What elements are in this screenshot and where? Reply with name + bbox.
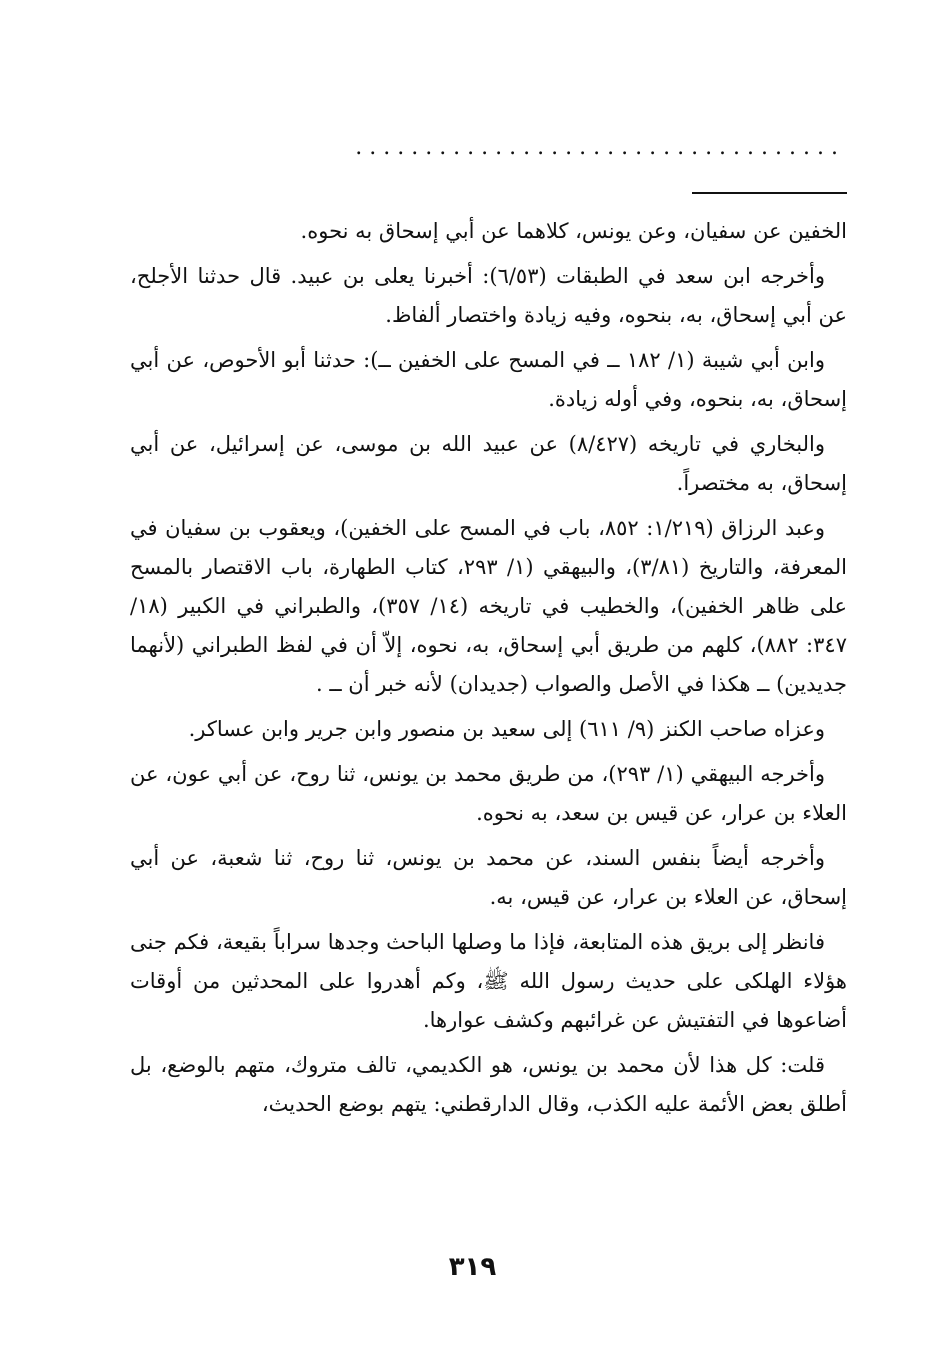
paragraph: وعبد الرزاق (١/٢١٩: ٨٥٢، باب في المسح على الخفين)، ويعقوب بن سفيان في المعرفة، والتاريخ (٣/٨١)، والبيهقي (١/ ٢٩٣، كتاب الطهارة، باب الاقتصار بالمسح على ظاهر الخفين)، والخطيب في تاريخه (١٤/ ٣٥٧)، والطبراني في الكبير (١٨/ ٣٤٧: ٨٨٢)، كلهم من طريق أبي إسحاق، به، نحوه، إلاّ أن في لفظ الطبراني (لأنهما جديدين) ــ هكذا في الأصل والصواب (جديدان) لأنه خبر أن ــ . [130,516,847,696]
paragraph: الخفين عن سفيان، وعن يونس، كلاهما عن أبي إسحاق به نحوه. [300,219,847,243]
paragraph: والبخاري في تاريخه (٨/٤٢٧) عن عبيد الله بن موسى، عن إسرائيل، عن أبي إسحاق، به مختصراً. [130,432,847,495]
paragraph: فانظر إلى بريق هذه المتابعة، فإذا ما وصلها الباحث وجدها سراباً بقيعة، فكم جنى هؤلاء الهلكى على حديث رسول الله ﷺ، وكم أهدروا على المحدثين من أوقات أضاعوها في التفتيش عن غرائبهم وكشف عوارها. [130,930,847,1032]
paragraph: وعزاه صاحب الكنز (٩/ ٦١١) إلى سعيد بن منصور وابن جرير وابن عساكر. [188,717,825,741]
footnote-separator-rule [692,192,847,194]
paragraph: قلت: كل هذا لأن محمد بن يونس، هو الكديمي، تالف متروك، متهم بالوضع، بل أطلق بعض الأئمة عليه الكذب، وقال الدارقطني: يتهم بوضع الحديث، [130,1053,847,1116]
paragraph: وابن أبي شيبة (١/ ١٨٢ ــ في المسح على الخفين ــ): حدثنا أبو الأحوص، عن أبي إسحاق، به، بنحوه، وفي أوله زيادة. [130,348,847,411]
paragraph: وأخرجه أيضاً بنفس السند، عن محمد بن يونس، ثنا روح، ثنا شعبة، عن أبي إسحاق، عن العلاء بن عرار، عن قيس، به. [130,846,847,909]
body-text [130,212,847,1130]
page-number: ٣١٩ [448,1252,497,1282]
paragraph: وأخرجه ابن سعد في الطبقات (٦/٥٣): أخبرنا يعلى بن عبيد. قال حدثنا الأجلح، عن أبي إسحاق، به، بنحوه، وفيه زيادة واختصار ألفاظ. [130,264,847,327]
paragraph: وأخرجه البيهقي (١/ ٢٩٣)، من طريق محمد بن يونس، ثنا روح، عن أبي عون، عن العلاء بن عرار، عن قيس بن سعد، به نحوه. [130,762,847,825]
header-dotted-line: ................................... [355,136,845,160]
